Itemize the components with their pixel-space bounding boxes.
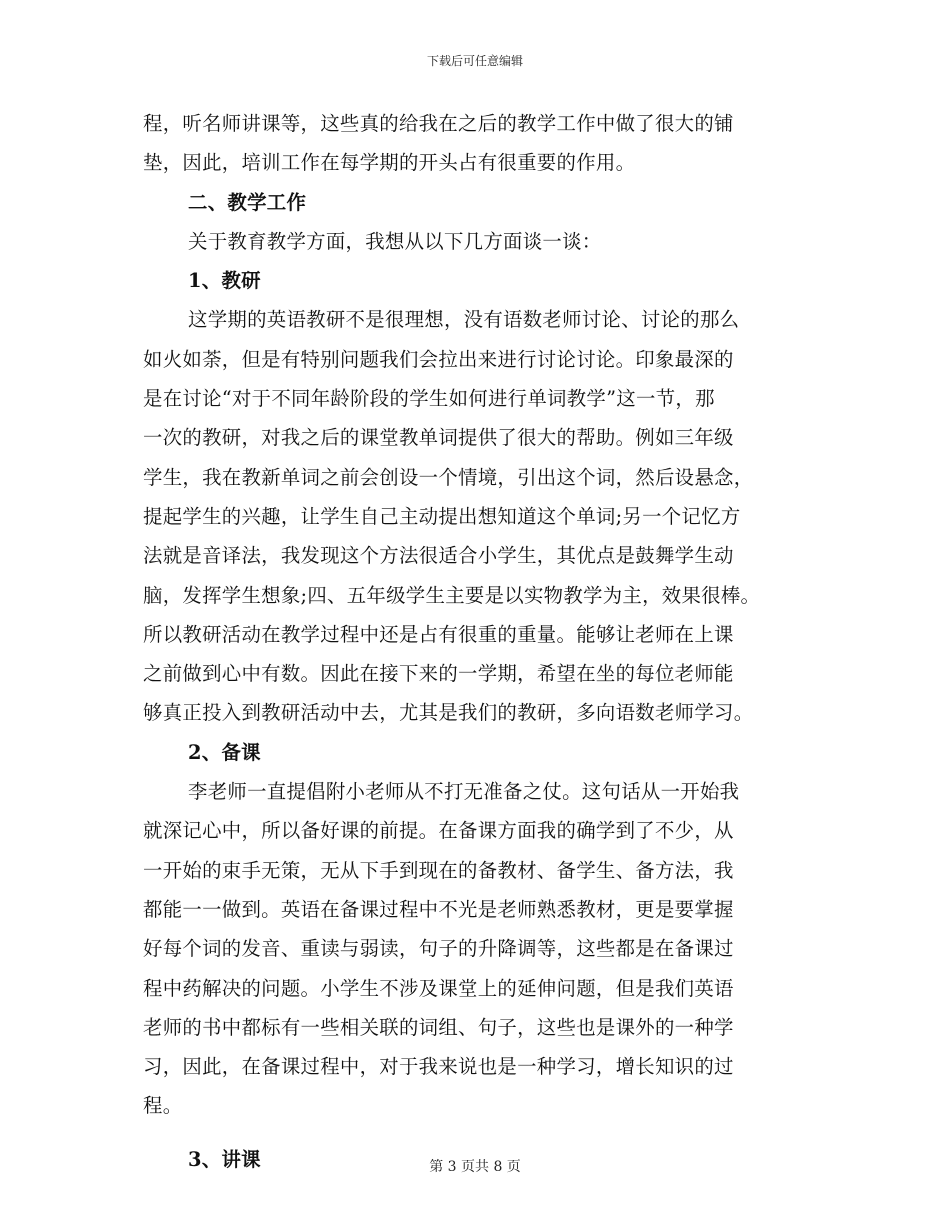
paragraph-line: 这学期的英语教研不是很理想，没有语数老师讨论、讨论的那么: [188, 308, 740, 332]
paragraph-line: 一次的教研，对我之后的课堂教单词提供了很大的帮助。例如三年级: [143, 426, 734, 450]
subheading-teaching-research: 1、教研: [188, 269, 261, 293]
paragraph-line: 李老师一直提倡附小老师从不打无准备之仗。这句话从一开始我: [188, 780, 740, 804]
section-heading-teaching-work: 二、教学工作: [188, 190, 307, 214]
subheading-lecturing: 3、讲课: [188, 1147, 261, 1171]
paragraph-line: 一开始的束手无策，无从下手到现在的备教材、备学生、备方法，我: [143, 858, 734, 882]
paragraph-line: 程，听名师讲课等，这些真的给我在之后的教学工作中做了很大的铺: [143, 112, 734, 135]
paragraph-line: 程中药解决的问题。小学生不涉及课堂上的延伸问题，但是我们英语: [143, 976, 734, 1000]
paragraph-line: 老师的书中都标有一些相关联的词组、句子，这些也是课外的一种学: [143, 1015, 734, 1039]
paragraph-spacer: [143, 1126, 823, 1140]
paragraph-line: 脑，发挥学生想象;四、五年级学生主要是以实物教学为主，效果很棒。: [143, 583, 761, 607]
page-number-footer: 第 3 页共 8 页: [429, 1159, 521, 1175]
paragraph-line: 如火如荼，但是有特别问题我们会拉出来进行讨论讨论。印象最深的: [143, 347, 734, 371]
subheading-lesson-preparation: 2、备课: [188, 740, 261, 764]
paragraph-line: 习，因此，在备课过程中，对于我来说也是一种学习，增长知识的过: [143, 1055, 734, 1079]
paragraph-line: 之前做到心中有数。因此在接下来的一学期，希望在坐的每位老师能: [143, 662, 734, 686]
page-header-note: 下载后可任意编辑: [426, 54, 523, 68]
paragraph-line: 是在讨论“对于不同年龄阶段的学生如何进行单词教学”这一节，那: [143, 387, 715, 411]
paragraph-line: 都能一一做到。英语在备课过程中不光是老师熟悉教材，更是要掌握: [143, 897, 734, 921]
document-body: [143, 104, 823, 1179]
paragraph-line: 提起学生的兴趣，让学生自己主动提出想知道这个单词;另一个记忆方: [143, 504, 741, 528]
paragraph-line: 关于教育教学方面，我想从以下几方面谈一谈：: [188, 229, 602, 253]
paragraph-line: 垫，因此，培训工作在每学期的开头占有很重要的作用。: [143, 151, 636, 175]
paragraph-line: 就深记心中，所以备好课的前提。在备课方面我的确学到了不少，从: [143, 819, 734, 843]
paragraph-line: 程。: [143, 1094, 183, 1118]
paragraph-line: 所以教研活动在教学过程中还是占有很重的重量。能够让老师在上课: [143, 622, 734, 646]
paragraph-line: 法就是音译法，我发现这个方法很适合小学生，其优点是鼓舞学生动: [143, 544, 734, 568]
paragraph-line: 学生，我在教新单词之前会创设一个情境，引出这个词，然后设悬念，: [143, 465, 754, 489]
paragraph-line: 好每个词的发音、重读与弱读，句子的升降调等，这些都是在备课过: [143, 937, 734, 961]
paragraph-line: 够真正投入到教研活动中去，尤其是我们的教研，多向语数老师学习。: [143, 701, 754, 725]
